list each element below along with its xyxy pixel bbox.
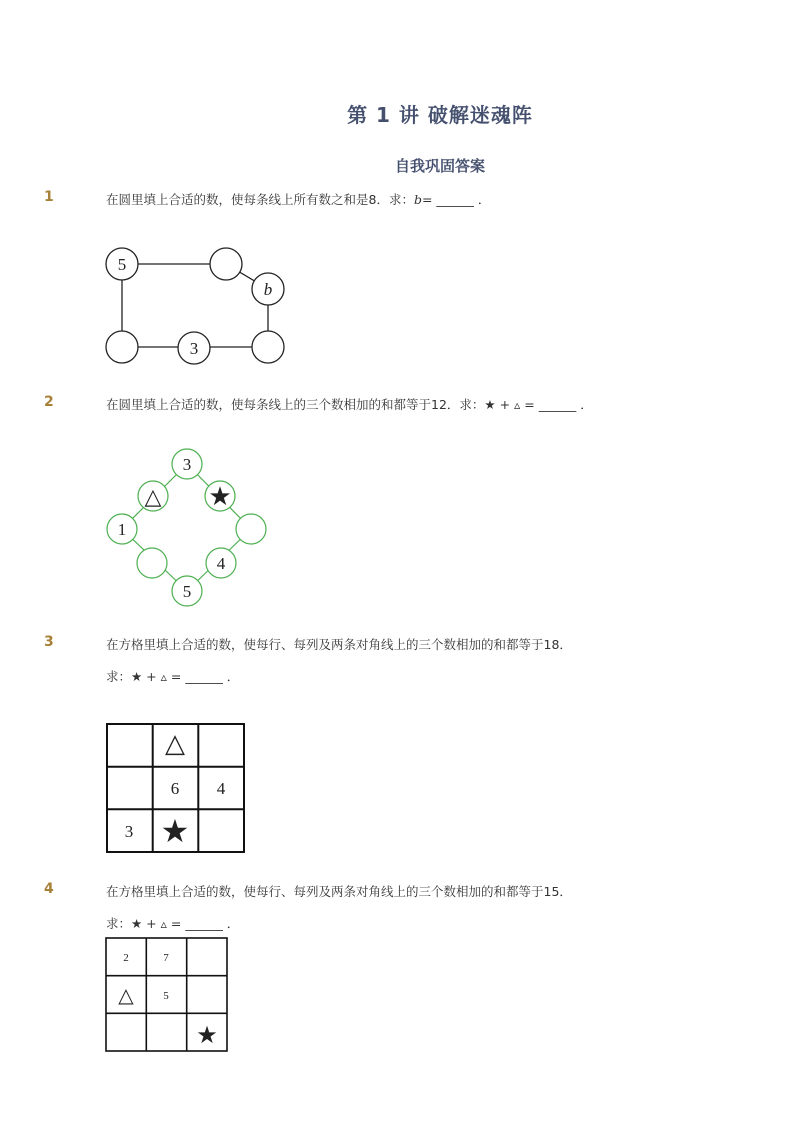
q2-label-top: 3 — [182, 455, 192, 474]
question-2-text: 在圆里填上合适的数，使每条线上的三个数相加的和都等于12．求：★ + ▵ = ______ ． — [106, 397, 593, 412]
question-4-text: 在方格里填上合适的数，使每行、每列及两条对角线上的三个数相加的和都等于15． — [106, 884, 572, 899]
q4-cell-star: ★ — [196, 1023, 218, 1049]
question-2-number: 2 — [44, 394, 54, 410]
question-1-text-after: = ______ ． — [421, 192, 491, 207]
question-4-number: 4 — [44, 881, 54, 897]
q3-cell-triangle: △ — [165, 729, 185, 758]
q4-cell-2: 2 — [123, 952, 129, 964]
q4-cell-5: 5 — [163, 990, 169, 1002]
page-subtitle: 自我巩固答案 — [394, 157, 485, 175]
question-3-text: 在方格里填上合适的数，使每行、每列及两条对角线上的三个数相加的和都等于18． — [106, 637, 572, 652]
q1-label-b: b — [263, 280, 273, 299]
question-1-number: 1 — [44, 189, 54, 205]
q2-label-lower-right: 4 — [216, 554, 226, 573]
q3-cell-6: 6 — [170, 779, 180, 798]
q3-cell-star: ★ — [160, 813, 190, 849]
q2-label-triangle: △ — [144, 484, 162, 509]
q3-cell-3: 3 — [124, 822, 134, 841]
q2-label-bottom: 5 — [182, 582, 192, 601]
question-4-ask: 求：★ + ▵ = ______ ． — [106, 916, 240, 931]
q2-label-left: 1 — [117, 520, 127, 539]
page-title: 第 1 讲 破解迷魂阵 — [347, 103, 533, 127]
q4-cell-7: 7 — [163, 952, 169, 964]
q1-label-bottom-mid: 3 — [189, 339, 199, 358]
q1-label-top-left: 5 — [117, 255, 127, 274]
question-3-ask: 求：★ + ▵ = ______ ． — [106, 669, 240, 684]
question-1-text-before: 在圆里填上合适的数，使每条线上所有数之和是8．求： — [106, 192, 414, 207]
q4-cell-triangle: △ — [118, 985, 134, 1007]
q2-label-star: ★ — [208, 482, 232, 511]
question-1-variable: b — [413, 192, 422, 207]
question-3-number: 3 — [44, 634, 54, 650]
q3-cell-4: 4 — [216, 779, 226, 798]
